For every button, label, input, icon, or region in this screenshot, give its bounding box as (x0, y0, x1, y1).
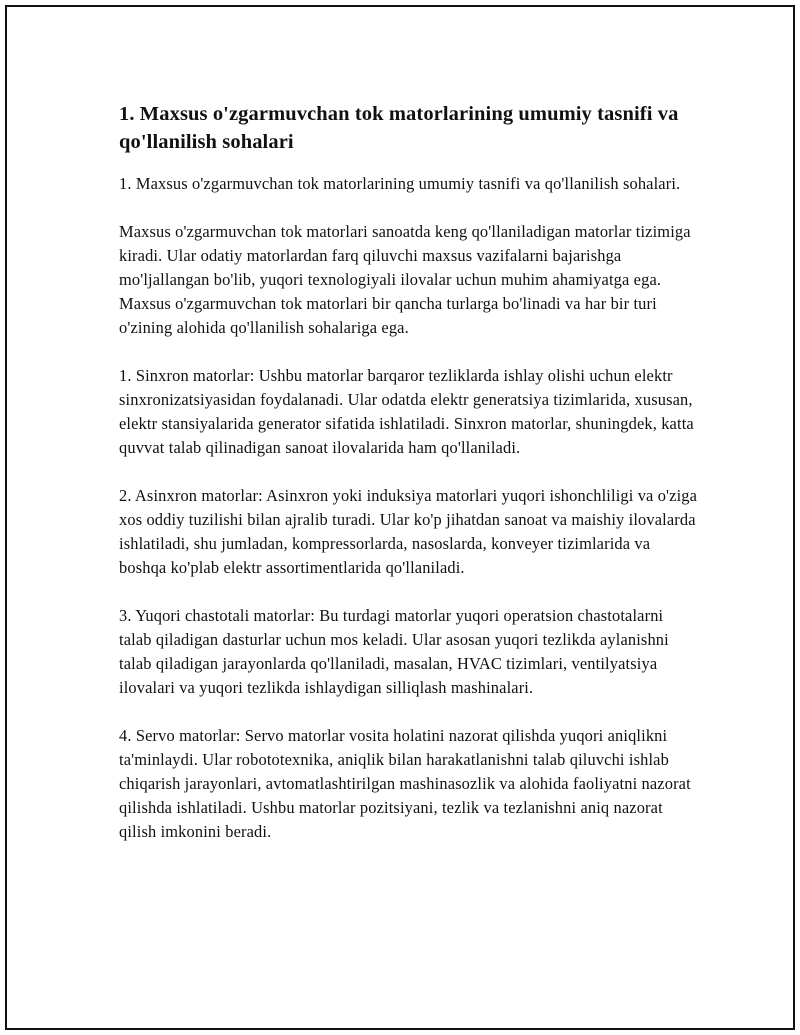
paragraph-servo-motors: 4. Servo matorlar: Servo matorlar vosita holatini nazorat qilishda yuqori aniqlikni ta'minlaydi. Ular robototexnika, aniqlik bilan harakatlanishni talab qiluvchi ishlab chiqarish jarayonlari, avtomatlashtirilgan mashinasozlik va alohida faoliyatni nazorat qilishda ishlatiladi. Ushbu matorlar pozitsiyani, tezlik va tezlanishni aniq nazorat qilish imkonini beradi. (119, 726, 691, 841)
document-title: 1. Maxsus o'zgarmuvchan tok matorlarining umumiy tasnifi va qo'llanilish sohalari (119, 103, 679, 153)
paragraph-heading-repeat: 1. Maxsus o'zgarmuvchan tok matorlarining umumiy tasnifi va qo'llanilish sohalari. (119, 174, 681, 193)
paragraph-asynchronous-motors: 2. Asinxron matorlar: Asinxron yoki induksiya matorlari yuqori ishonchliligi va o'ziga xos oddiy tuzilishi bilan ajralib turadi. Ular ko'p jihatdan sanoat va maishiy ilovalarda ishlatiladi, shu jumladan, kompressorlarda, nasoslarda, konveyer tizimlarida va boshqa ko'plab elektr assortimentlarida qo'llaniladi. (119, 486, 698, 577)
paragraph-synchronous-motors: 1. Sinxron matorlar: Ushbu matorlar barqaror tezliklarda ishlay olishi uchun elektr sinxronizatsiyasidan foydalanadi. Ular odatda elektr generatsiya tizimlarida, xususan, elektr stansiyalarida generator sifatida ishlatiladi. Sinxron matorlar, shuningdek, katta quvvat talab qilinadigan sanoat ilovalarida ham qo'llaniladi. (119, 366, 694, 457)
document-body (119, 100, 699, 868)
paragraph-high-frequency-motors: 3. Yuqori chastotali matorlar: Bu turdagi matorlar yuqori operatsion chastotalarni talab qiladigan dasturlar uchun mos keladi. Ular asosan yuqori tezlikda aylanishni talab qiladigan jarayonlarda qo'llaniladi, masalan, HVAC tizimlari, ventilyatsiya ilovalari va yuqori tezlikda ishlaydigan silliqlash mashinalari. (119, 606, 669, 697)
page-border (5, 5, 795, 1030)
paragraph-introduction: Maxsus o'zgarmuvchan tok matorlari sanoatda keng qo'llaniladigan matorlar tizimiga kiradi. Ular odatiy matorlardan farq qiluvchi maxsus vazifalarni bajarishga mo'ljallangan bo'lib, yuqori texnologiyali ilovalar uchun muhim ahamiyatga ega. Maxsus o'zgarmuvchan tok matorlari bir qancha turlarga bo'linadi va har bir turi o'zining alohida qo'llanilish sohalariga ega. (119, 222, 691, 337)
